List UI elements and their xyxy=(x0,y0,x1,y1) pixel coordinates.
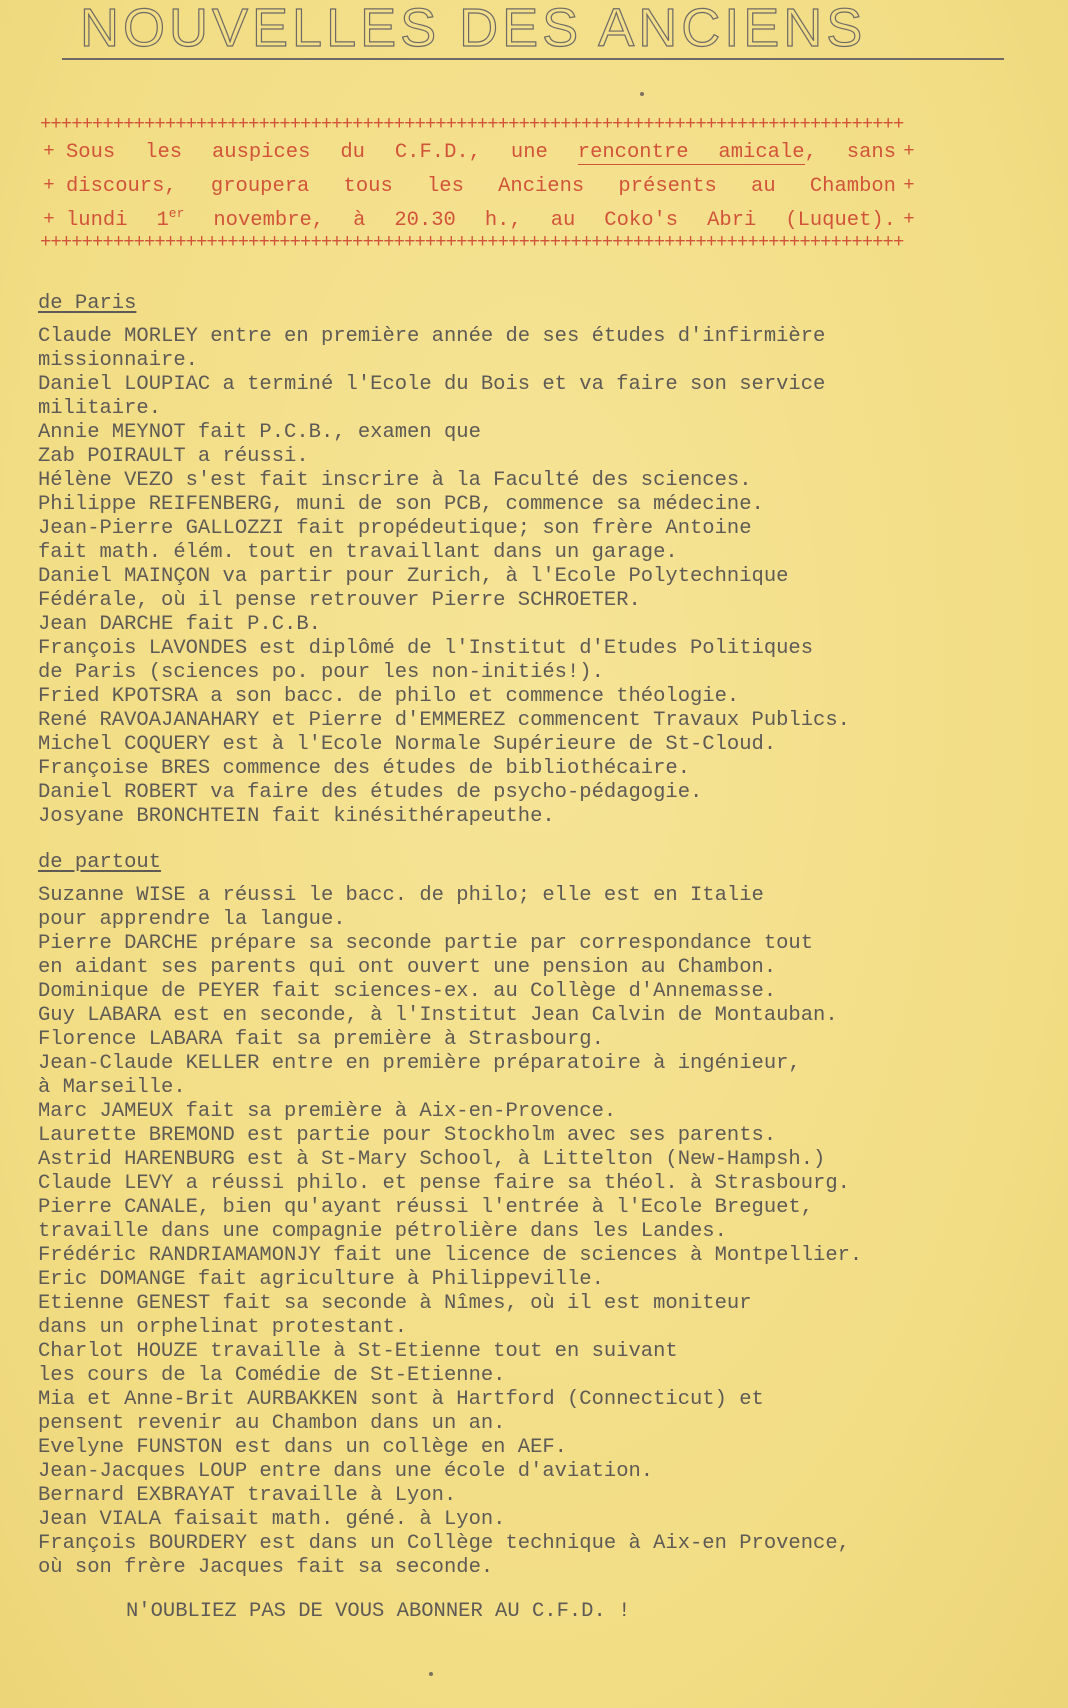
news-line: dans un orphelinat protestant. xyxy=(38,1316,408,1339)
news-line: à Marseille. xyxy=(38,1076,186,1099)
paris-entries xyxy=(38,325,1028,829)
notice-line-3: lundi 1er novembre, à 20.30 h., au Coko's Abri (Luquet). xyxy=(66,206,896,232)
news-line: Astrid HARENBURG est à St-Mary School, à Littelton (New-Hampsh.) xyxy=(38,1148,826,1171)
news-line: Fried KPOTSRA a son bacc. de philo et commence théologie. xyxy=(38,685,740,708)
news-line: Jean-Pierre GALLOZZI fait propédeutique; son frère Antoine xyxy=(38,517,752,540)
news-line: Guy LABARA est en seconde, à l'Institut Jean Calvin de Montauban. xyxy=(38,1004,838,1027)
news-line: Claude LEVY a réussi philo. et pense faire sa théol. à Strasbourg. xyxy=(38,1172,850,1195)
ink-speck xyxy=(640,92,644,96)
news-line: Evelyne FUNSTON est dans un collège en AEF. xyxy=(38,1436,567,1459)
news-line: Françoise BRES commence des études de bibliothécaire. xyxy=(38,757,691,780)
ink-speck xyxy=(429,1672,433,1676)
news-line: missionnaire. xyxy=(38,349,198,372)
news-line: Suzanne WISE a réussi le bacc. de philo; elle est en Italie xyxy=(38,884,764,907)
news-line: Josyane BRONCHTEIN fait kinésithérapeuthe. xyxy=(38,805,555,828)
news-line: pensent revenir au Chambon dans un an. xyxy=(38,1412,506,1435)
notice-border-right: + + + xyxy=(903,140,915,230)
news-line: Bernard EXBRAYAT travaille à Lyon. xyxy=(38,1484,457,1507)
notice-border-left: + + + xyxy=(43,140,55,230)
news-line: François LAVONDES est diplômé de l'Institut d'Etudes Politiques xyxy=(38,637,814,660)
section-paris xyxy=(38,292,1028,829)
section-partout xyxy=(38,851,1028,1580)
news-line: Eric DOMANGE fait agriculture à Philippeville. xyxy=(38,1268,604,1291)
section-title-partout: de partout xyxy=(38,851,162,874)
news-line: Claude MORLEY entre en première année de ses études d'infirmière xyxy=(38,325,826,348)
news-line: Charlot HOUZE travaille à St-Etienne tout en suivant xyxy=(38,1340,678,1363)
news-line: Daniel MAINÇON va partir pour Zurich, à l'Ecole Polytechnique xyxy=(38,565,789,588)
news-line: Michel COQUERY est à l'Ecole Normale Supérieure de St-Cloud. xyxy=(38,733,777,756)
news-line: Zab POIRAULT a réussi. xyxy=(38,445,309,468)
news-line: fait math. élém. tout en travaillant dans un garage. xyxy=(38,541,678,564)
news-line: en aidant ses parents qui ont ouvert une pension au Chambon. xyxy=(38,956,777,979)
news-line: Annie MEYNOT fait P.C.B., examen que xyxy=(38,421,481,444)
news-line: Jean-Claude KELLER entre en première préparatoire à ingénieur, xyxy=(38,1052,801,1075)
news-line: Philippe REIFENBERG, muni de son PCB, commence sa médecine. xyxy=(38,493,764,516)
subscribe-reminder: N'OUBLIEZ PAS DE VOUS ABONNER AU C.F.D. ! xyxy=(126,1600,631,1623)
news-line: Laurette BREMOND est partie pour Stockholm avec ses parents. xyxy=(38,1124,777,1147)
news-line: René RAVOAJANAHARY et Pierre d'EMMEREZ commencent Travaux Publics. xyxy=(38,709,850,732)
rencontre-amicale-highlight: rencontre amicale xyxy=(577,141,805,164)
notice-border-top: +++++++++++++++++++++++++++++++++++++++++++++++++++++++++++++++++++++++++++++++++++ xyxy=(40,114,904,134)
news-line: Hélène VEZO s'est fait inscrire à la Faculté des sciences. xyxy=(38,469,752,492)
news-line: de Paris (sciences po. pour les non-initiés!). xyxy=(38,661,604,684)
news-line: Frédéric RANDRIAMAMONJY fait une licence de sciences à Montpellier. xyxy=(38,1244,863,1267)
news-line: où son frère Jacques fait sa seconde. xyxy=(38,1556,494,1579)
notice-line-2: discours, groupera tous les Anciens présents au Chambon xyxy=(66,175,896,198)
news-line: Jean DARCHE fait P.C.B. xyxy=(38,613,321,636)
news-line: Florence LABARA fait sa première à Strasbourg. xyxy=(38,1028,604,1051)
news-line: pour apprendre la langue. xyxy=(38,908,346,931)
news-line: militaire. xyxy=(38,397,162,420)
event-notice-box xyxy=(40,114,918,254)
partout-entries xyxy=(38,884,1028,1580)
news-line: François BOURDERY est dans un Collège technique à Aix-en Provence, xyxy=(38,1532,850,1555)
news-line: les cours de la Comédie de St-Etienne. xyxy=(38,1364,506,1387)
news-content xyxy=(38,292,1028,1580)
news-line: Mia et Anne-Brit AURBAKKEN sont à Hartford (Connecticut) et xyxy=(38,1388,764,1411)
section-title-paris: de Paris xyxy=(38,292,137,315)
notice-line-1: Sous les auspices du C.F.D., une rencontre amicale, sans xyxy=(66,141,897,164)
title-underline xyxy=(62,58,1004,60)
news-line: Jean-Jacques LOUP entre dans une école d'aviation. xyxy=(38,1460,654,1483)
news-line: Fédérale, où il pense retrouver Pierre SCHROETER. xyxy=(38,589,641,612)
notice-message xyxy=(66,136,896,238)
news-line: Daniel LOUPIAC a terminé l'Ecole du Bois et va faire son service xyxy=(38,373,826,396)
news-line: Dominique de PEYER fait sciences-ex. au Collège d'Annemasse. xyxy=(38,980,777,1003)
news-line: Pierre CANALE, bien qu'ayant réussi l'entrée à l'Ecole Breguet, xyxy=(38,1196,814,1219)
notice-border-bottom: +++++++++++++++++++++++++++++++++++++++++++++++++++++++++++++++++++++++++++++++++++ xyxy=(40,232,904,252)
news-line: Etienne GENEST fait sa seconde à Nîmes, où il est moniteur xyxy=(38,1292,752,1315)
news-line: travaille dans une compagnie pétrolière dans les Landes. xyxy=(38,1220,727,1243)
page-title: NOUVELLES DES ANCIENS xyxy=(80,0,867,56)
news-line: Marc JAMEUX fait sa première à Aix-en-Provence. xyxy=(38,1100,617,1123)
news-line: Pierre DARCHE prépare sa seconde partie par correspondance tout xyxy=(38,932,814,955)
news-line: Jean VIALA faisait math. géné. à Lyon. xyxy=(38,1508,506,1531)
news-line: Daniel ROBERT va faire des études de psycho-pédagogie. xyxy=(38,781,703,804)
